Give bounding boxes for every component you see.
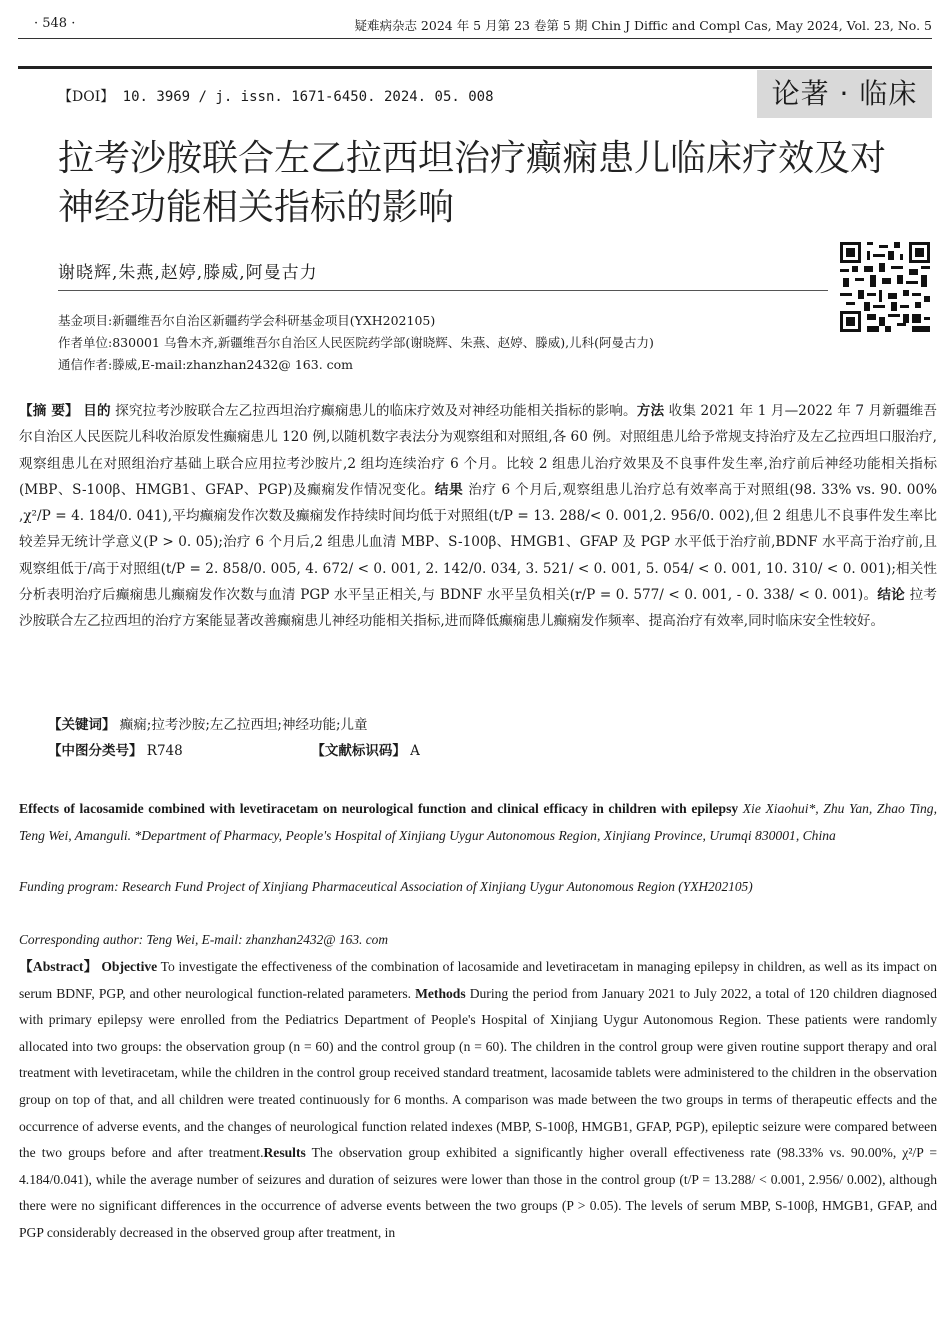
abstract-en-label: 【Abstract】 bbox=[19, 959, 98, 974]
methods-cn: 收集 2021 年 1 月—2022 年 7 月新疆维吾尔自治区人民医院儿科收治原发性癫痫患儿 120 例,以随机数字表法分为观察组和对照组,各 60 例。对照组患儿给予常规支持治疗及左乙拉西坦口服治疗,观察组患儿在对照组治疗基础上联合应用拉考沙胺片,2 组均连续治疗 6 个月。比较 2 组患儿治疗效果及不良事件发生率,治疗前后神经功能相关指标(MBP、S-100β、HMGB1、GFAP、PGP)及癫痫发作情况变化。 bbox=[19, 403, 938, 498]
abstract-en bbox=[19, 954, 937, 1247]
author-info-rule bbox=[58, 290, 828, 291]
results-cn: 治疗 6 个月后,观察组患儿治疗总有效率高于对照组(98. 33% vs. 90. 00% ,χ²/P = 4. 184/0. 041),平均癫痫发作次数及癫痫发作持续时间均低于对照组(t/P = 13. 288/< 0. 001,2. 956/0. 002),但 2 组患儿不良事件发生率比较差异无统计学意义(P > 0. 05);治疗 6 个月后,2 组患儿血清 MBP、S-100β、HMGB1、GFAP 及 PGP 水平低于治疗前,BDNF 水平高于治疗前,且观察组低于/高于对照组(t/P = 2. 858/0. 005, 4. 672/ < 0. 001, 2. 142/0. 034, 3. 521/ < 0. 001, 5. 054/ < 0. 001, 10. 310/ < 0. 001);相关性分析表明治疗后癫痫患儿癫痫发作次数与血清 PGP 水平呈正相关,与 BDNF 水平呈负相关(r/P = 0. 577/ < 0. 001, - 0. 338/ < 0. 001)。 bbox=[19, 481, 938, 604]
abstract-cn-label: 【摘 要】 bbox=[19, 403, 79, 419]
conclusion-cn-label: 结论 bbox=[877, 587, 905, 604]
english-title: Effects of lacosamide combined with levetiracetam on neurological function and clinical efficacy in children with epilepsy bbox=[19, 801, 739, 816]
doi-label: 【DOI】 bbox=[58, 89, 115, 105]
section-category-badge: 论著 · 临床 bbox=[757, 70, 932, 118]
affiliation-cn: 作者单位:830001 乌鲁木齐,新疆维吾尔自治区人民医院药学部(谢晓辉、朱燕、赵婷、滕威),儿科(阿曼古力) bbox=[58, 335, 654, 350]
doc-code-value: A bbox=[410, 743, 420, 759]
doi-value[interactable]: 10. 3969 / j. issn. 1671-6450. 2024. 05. 008 bbox=[122, 89, 494, 105]
qr-code-icon[interactable] bbox=[840, 242, 930, 332]
page-number: · 548 · bbox=[34, 16, 76, 31]
objective-cn-label: 目的 bbox=[83, 403, 111, 419]
results-cn-label: 结果 bbox=[434, 481, 464, 498]
title-rule bbox=[18, 66, 932, 69]
clc-label: 【中图分类号】 bbox=[48, 743, 143, 759]
results-en-label: Results bbox=[263, 1145, 306, 1161]
corresponding-author-cn: 通信作者:滕威,E-mail:zhanzhan2432@ 163. com bbox=[58, 357, 354, 372]
results-en: The observation group exhibited a significantly higher overall effectiveness rate (98.33% vs. 90.00%, χ²/P = 4.184/0.041), while the average number of seizures and duration of seizures were lower than those in the control group (t/P = 13.288/ < 0.001, 2.956/ 0.002), although there were no significant differences in the occurrence of adverse events between the two groups (P > 0.05). The levels of serum MBP, S-100β, HMGB1, GFAP, and PGP considerably decreased in the observed group after treatment, in bbox=[19, 1145, 937, 1240]
keywords-value: 癫痫;拉考沙胺;左乙拉西坦;神经功能;儿童 bbox=[119, 717, 368, 733]
objective-cn: 探究拉考沙胺联合左乙拉西坦治疗癫痫患儿的临床疗效及对神经功能相关指标的影响。 bbox=[115, 403, 637, 419]
doc-code-label: 【文献标识码】 bbox=[311, 743, 406, 759]
methods-cn-label: 方法 bbox=[636, 403, 665, 419]
abstract-cn bbox=[19, 398, 937, 635]
english-funding: Funding program: Research Fund Project of Xinjiang Pharmaceutical Association of Xinjiang Uygur Autonomous Region (YXH202105) bbox=[19, 879, 753, 894]
doi bbox=[58, 86, 494, 106]
keywords-label: 【关键词】 bbox=[48, 717, 116, 733]
objective-en-label: Objective bbox=[101, 959, 158, 974]
header-rule bbox=[18, 38, 932, 39]
methods-en: During the period from January 2021 to July 2022, a total of 120 children diagnosed with primary epilepsy were enrolled from the Pediatrics Department of People's Hospital of Xinjiang Uygur Autonomous Region. These patients were randomly allocated into two groups: the observation group (n = 60) and the control group (n = 60). The children in the control group were given routine support therapy and oral treatment with levetiracetam, while the children in the control group received standard treatment, lacosamide tablets were administered to the children in the observation group on top of that, and all children were treated continuously for 6 months. A comparison was made between the two groups in terms of therapeutic effects and the occurrence of adverse events, and the changes of neurological function related indexes (MBP, S-100β, HMGB1, GFAP, PGP), epileptic seizure were compared between the two groups before and after treatment. bbox=[19, 985, 937, 1161]
english-authors: Xie Xiaohui*, Zhu Yan, Zhao Ting, Teng Wei, Amanguli. *Department of Pharmacy, People's Hospital of Xinjiang Uygur Autonomous Region, Xinjiang Province, Urumqi 830001, China bbox=[19, 801, 937, 843]
article-info bbox=[58, 310, 838, 376]
objective-en: To investigate the effectiveness of the combination of lacosamide and levetiracetam in managing epilepsy in children, as well as its impact on serum BDNF, PGP, and other neurological function-related parameters. bbox=[19, 959, 937, 1001]
methods-en-label: Methods bbox=[415, 985, 466, 1001]
english-corresponding-author: Corresponding author: Teng Wei, E-mail: zhanzhan2432@ 163. com bbox=[19, 932, 389, 947]
authors-cn: 谢晓辉,朱燕,赵婷,滕威,阿曼古力 bbox=[58, 263, 318, 283]
english-title-block bbox=[19, 795, 937, 849]
funding-cn: 基金项目:新疆维吾尔自治区新疆药学会科研基金项目(YXH202105) bbox=[58, 313, 436, 328]
conclusion-cn: 拉考沙胺联合左乙拉西坦的治疗方案能显著改善癫痫患儿神经功能相关指标,进而降低癫痫患儿癫痫发作频率、提高治疗有效率,同时临床安全性较好。 bbox=[19, 587, 938, 630]
journal-citation: 疑难病杂志 2024 年 5 月第 23 卷第 5 期 Chin J Diffic and Compl Cas, May 2024, Vol. 23, No. 5 bbox=[354, 18, 932, 33]
clc-value: R748 bbox=[146, 743, 183, 759]
article-title: 拉考沙胺联合左乙拉西坦治疗癫痫患儿临床疗效及对神经功能相关指标的影响 bbox=[58, 138, 887, 228]
keywords-section bbox=[48, 712, 928, 764]
running-head bbox=[20, 14, 932, 36]
